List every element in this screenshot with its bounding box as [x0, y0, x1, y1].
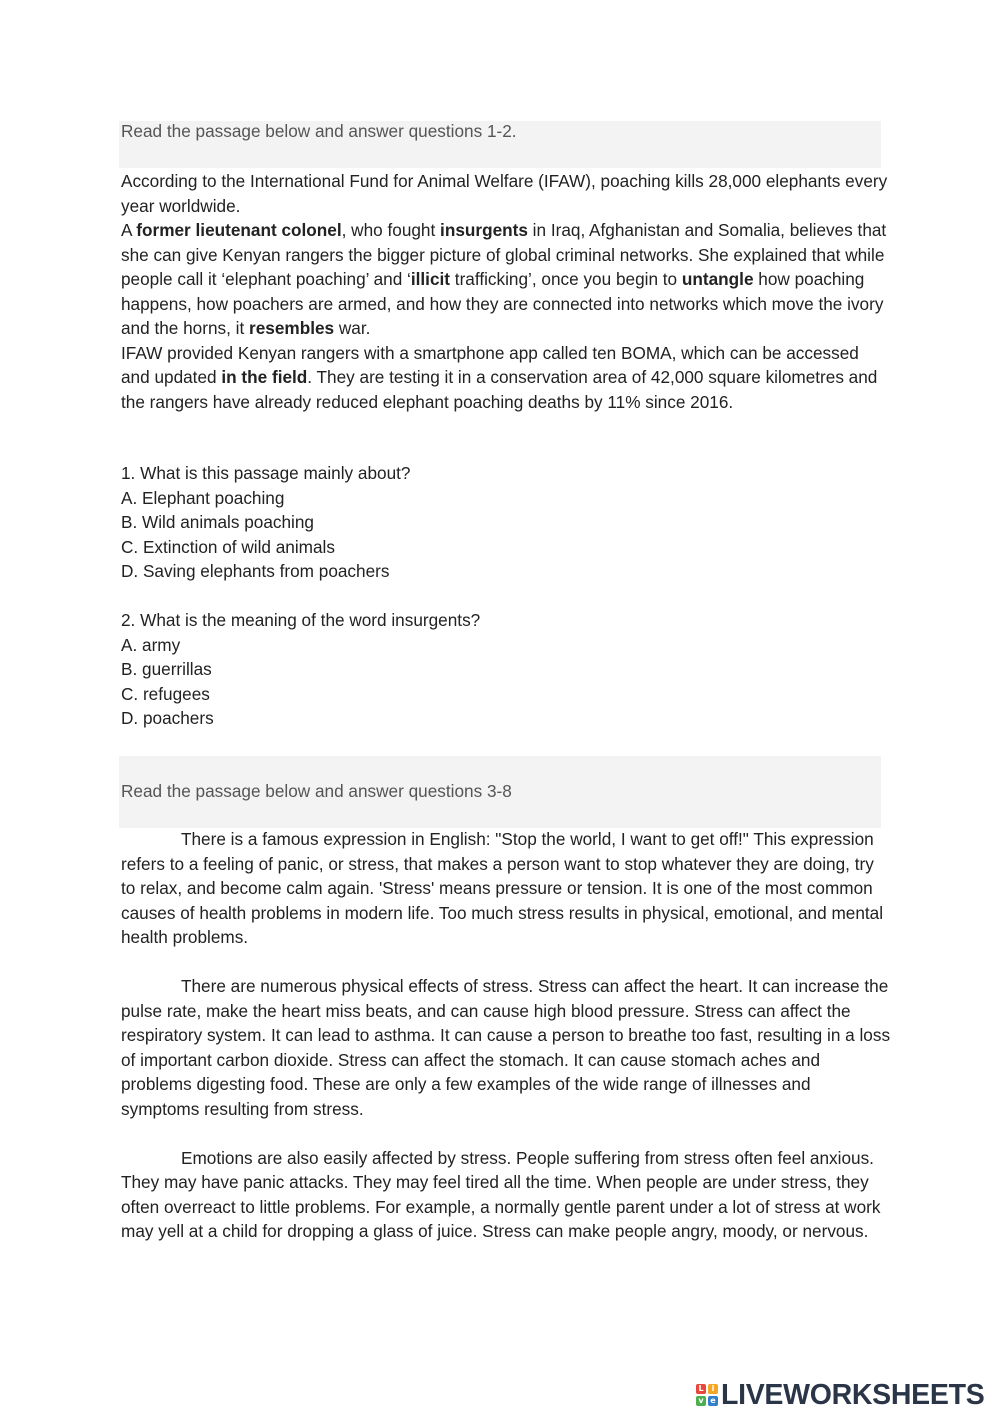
- question-1-option-c[interactable]: C. Extinction of wild animals: [121, 536, 335, 557]
- logo-square-i: i: [708, 1384, 718, 1394]
- logo-mark-icon: [696, 1384, 718, 1406]
- instruction-banner-2: [119, 756, 881, 828]
- passage-2: [121, 827, 891, 1268]
- logo-square-e: e: [708, 1396, 718, 1406]
- question-1-stem: 1. What is this passage mainly about?: [121, 463, 411, 483]
- passage-1-paragraph-2: A former lieutenant colonel, who fought insurgents in Iraq, Afghanistan and Somalia, believes that she can give Kenyan rangers the bigger picture of global criminal networks. She explained that while people call it ‘elephant poaching’ and ‘illicit trafficking’, once you begin to untangle how poaching happens, how poachers are armed, and how they are connected into networks which move the ivory and the horns, it resembles war.: [121, 220, 887, 338]
- passage-2-paragraph-1: There is a famous expression in English: "Stop the world, I want to get off!" This expression refers to a feeling of panic, or stress, that makes a person want to stop whatever they are doing, try to relax, and become calm again. 'Stress' means pressure or tension. It is one of the most common causes of health problems in modern life. Too much stress results in physical, emotional, and mental health problems.: [121, 829, 884, 947]
- instruction-banner-1: [119, 121, 881, 168]
- question-1: [121, 461, 891, 584]
- logo-square-l: L: [696, 1384, 706, 1394]
- question-2: [121, 608, 891, 731]
- question-1-option-a[interactable]: A. Elephant poaching: [121, 487, 285, 508]
- passage-1-paragraph-3: IFAW provided Kenyan rangers with a smartphone app called ten BOMA, which can be accessed and updated in the field. They are testing it in a conservation area of 42,000 square kilometres and the rangers have already reduced elephant poaching deaths by 11% since 2016.: [121, 342, 878, 412]
- bold-term-resembles: resembles: [249, 318, 335, 338]
- question-1-option-b[interactable]: B. Wild animals poaching: [121, 512, 314, 532]
- logo-text: LIVEWORKSHEETS: [721, 1378, 985, 1411]
- bold-term-illicit: illicit: [410, 269, 451, 289]
- question-2-option-b[interactable]: B. guerrillas: [121, 659, 212, 679]
- passage-2-paragraph-2: There are numerous physical effects of stress. Stress can affect the heart. It can increase the pulse rate, make the heart miss beats, and can cause high blood pressure. Stress can affect the respiratory system. It can lead to asthma. It can cause a person to breathe too fast, resulting in a loss of important carbon dioxide. Stress can affect the stomach. It can cause stomach aches and problems digesting food. These are only a few examples of the wide range of illnesses and symptoms resulting from stress.: [121, 976, 891, 1119]
- passage-1-intro: According to the International Fund for Animal Welfare (IFAW), poaching kills 28,000 elephants every year worldwide.: [121, 171, 888, 216]
- instruction-text-2: Read the passage below and answer questions 3-8: [121, 781, 512, 801]
- question-2-stem: 2. What is the meaning of the word insurgents?: [121, 610, 481, 630]
- logo-square-v: v: [696, 1396, 706, 1406]
- bold-term-former-lieutenant-colonel: former lieutenant colonel: [136, 220, 342, 240]
- bold-term-in-the-field: in the field: [221, 367, 308, 387]
- question-2-option-a[interactable]: A. army: [121, 634, 181, 655]
- bold-term-untangle: untangle: [681, 269, 754, 289]
- question-1-option-d[interactable]: D. Saving elephants from poachers: [121, 561, 390, 581]
- passage-2-paragraph-3: Emotions are also easily affected by stress. People suffering from stress often feel anxious. They may have panic attacks. They may feel tired all the time. When people are under stress, they often overreact to little problems. For example, a normally gentle parent under a lot of stress at work may yell at a child for dropping a glass of juice. Stress can make people angry, moody, or nervous.: [121, 1147, 881, 1241]
- liveworksheets-logo: [696, 1378, 984, 1412]
- passage-1: [121, 169, 891, 414]
- question-2-option-c[interactable]: C. refugees: [121, 683, 210, 704]
- bold-term-insurgents: insurgents: [440, 220, 528, 240]
- instruction-text-1: Read the passage below and answer questions 1-2.: [121, 121, 517, 141]
- question-2-option-d[interactable]: D. poachers: [121, 708, 214, 728]
